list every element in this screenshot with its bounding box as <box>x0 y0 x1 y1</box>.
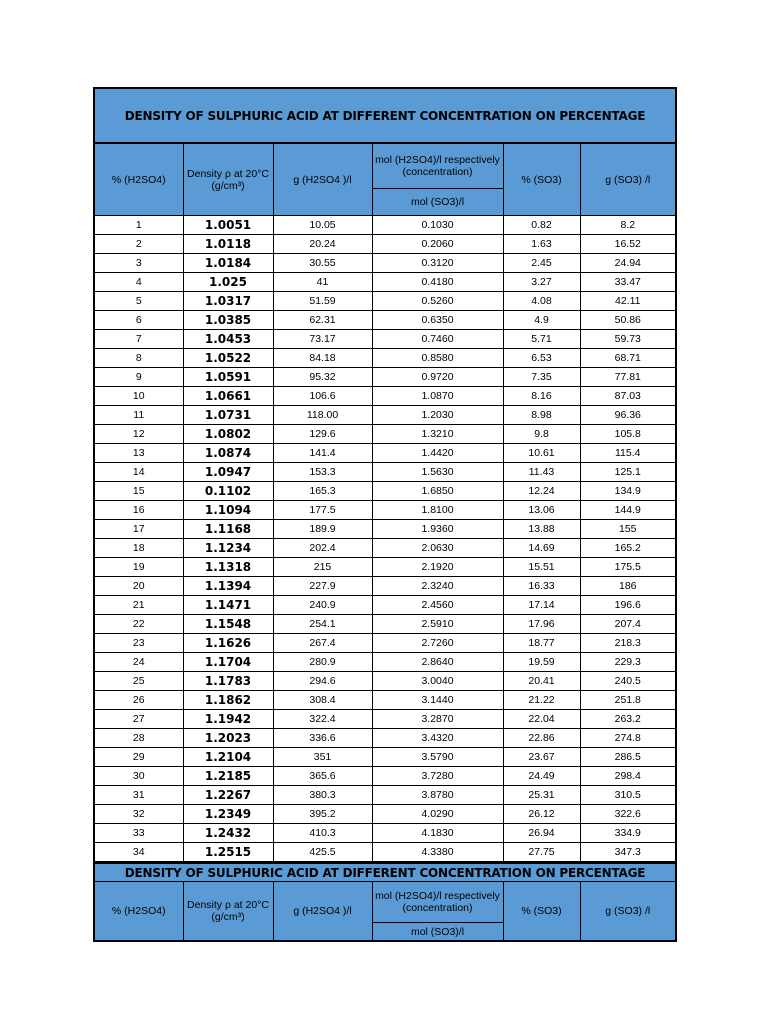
cell-g-h2so4: 365.6 <box>273 767 372 786</box>
cell-g-h2so4: 351 <box>273 748 372 767</box>
cell-g-h2so4: 153.3 <box>273 463 372 482</box>
cell-g-so3: 8.2 <box>580 216 676 235</box>
cell-pct-so3: 18.77 <box>503 634 580 653</box>
table-row <box>94 767 676 786</box>
cell-pct-h2so4: 3 <box>94 254 183 273</box>
cell-pct-h2so4: 26 <box>94 691 183 710</box>
cell-g-h2so4: 215 <box>273 558 372 577</box>
cell-pct-so3: 24.49 <box>503 767 580 786</box>
cell-g-h2so4: 280.9 <box>273 653 372 672</box>
cell-pct-so3: 8.98 <box>503 406 580 425</box>
cell-density: 1.025 <box>183 273 273 292</box>
cell-pct-so3: 13.06 <box>503 501 580 520</box>
cell-g-h2so4: 336.6 <box>273 729 372 748</box>
cell-pct-h2so4: 20 <box>94 577 183 596</box>
cell-g-h2so4: 322.4 <box>273 710 372 729</box>
cell-density: 1.0802 <box>183 425 273 444</box>
cell-g-h2so4: 84.18 <box>273 349 372 368</box>
table-row <box>94 843 676 862</box>
repeated-header-g-so3: g (SO3) /l <box>580 882 676 942</box>
cell-density: 1.0874 <box>183 444 273 463</box>
cell-pct-h2so4: 5 <box>94 292 183 311</box>
cell-pct-h2so4: 21 <box>94 596 183 615</box>
cell-density: 1.1783 <box>183 672 273 691</box>
cell-pct-so3: 2.45 <box>503 254 580 273</box>
cell-g-h2so4: 141.4 <box>273 444 372 463</box>
table-row <box>94 368 676 387</box>
cell-pct-h2so4: 23 <box>94 634 183 653</box>
table-row <box>94 463 676 482</box>
cell-pct-so3: 12.24 <box>503 482 580 501</box>
cell-g-so3: 274.8 <box>580 729 676 748</box>
table-row <box>94 824 676 843</box>
cell-g-so3: 298.4 <box>580 767 676 786</box>
table-row <box>94 349 676 368</box>
cell-g-so3: 229.3 <box>580 653 676 672</box>
cell-g-so3: 175.5 <box>580 558 676 577</box>
cell-pct-so3: 21.22 <box>503 691 580 710</box>
table-body <box>94 216 676 862</box>
cell-pct-so3: 0.82 <box>503 216 580 235</box>
table-row <box>94 444 676 463</box>
table-row <box>94 330 676 349</box>
cell-density: 1.0591 <box>183 368 273 387</box>
cell-pct-h2so4: 34 <box>94 843 183 862</box>
cell-pct-so3: 13.88 <box>503 520 580 539</box>
table-row <box>94 786 676 805</box>
cell-mol-h2so4: 0.1030 <box>372 216 503 235</box>
cell-mol-h2so4: 0.3120 <box>372 254 503 273</box>
cell-g-h2so4: 20.24 <box>273 235 372 254</box>
cell-density: 1.2349 <box>183 805 273 824</box>
table-row <box>94 748 676 767</box>
cell-mol-h2so4: 0.5260 <box>372 292 503 311</box>
cell-pct-so3: 22.04 <box>503 710 580 729</box>
cell-mol-h2so4: 0.6350 <box>372 311 503 330</box>
cell-pct-h2so4: 15 <box>94 482 183 501</box>
header-mol-so3: mol (SO3)/l <box>372 189 503 216</box>
table-row <box>94 729 676 748</box>
cell-mol-h2so4: 1.8100 <box>372 501 503 520</box>
repeated-header-density: Density ρ at 20°C (g/cm³) <box>183 882 273 942</box>
cell-g-so3: 50.86 <box>580 311 676 330</box>
cell-mol-h2so4: 3.4320 <box>372 729 503 748</box>
cell-pct-h2so4: 29 <box>94 748 183 767</box>
cell-density: 1.1318 <box>183 558 273 577</box>
cell-pct-so3: 4.08 <box>503 292 580 311</box>
cell-density: 1.1234 <box>183 539 273 558</box>
repeated-header-pct-so3: % (SO3) <box>503 882 580 942</box>
cell-pct-h2so4: 17 <box>94 520 183 539</box>
cell-g-h2so4: 294.6 <box>273 672 372 691</box>
cell-density: 1.1626 <box>183 634 273 653</box>
cell-pct-h2so4: 32 <box>94 805 183 824</box>
cell-g-h2so4: 267.4 <box>273 634 372 653</box>
cell-pct-so3: 20.41 <box>503 672 580 691</box>
cell-mol-h2so4: 2.3240 <box>372 577 503 596</box>
cell-g-h2so4: 30.55 <box>273 254 372 273</box>
cell-g-h2so4: 95.32 <box>273 368 372 387</box>
table-row <box>94 634 676 653</box>
repeated-header-g-h2so4: g (H2SO4 )/l <box>273 882 372 942</box>
cell-density: 1.1942 <box>183 710 273 729</box>
cell-g-h2so4: 10.05 <box>273 216 372 235</box>
table-row <box>94 406 676 425</box>
cell-g-so3: 165.2 <box>580 539 676 558</box>
cell-g-so3: 115.4 <box>580 444 676 463</box>
cell-density: 1.2267 <box>183 786 273 805</box>
cell-mol-h2so4: 3.0040 <box>372 672 503 691</box>
cell-pct-h2so4: 12 <box>94 425 183 444</box>
cell-g-so3: 310.5 <box>580 786 676 805</box>
cell-pct-so3: 22.86 <box>503 729 580 748</box>
header-pct-h2so4: % (H2SO4) <box>94 143 183 216</box>
header-pct-so3: % (SO3) <box>503 143 580 216</box>
cell-g-h2so4: 118.00 <box>273 406 372 425</box>
cell-pct-h2so4: 28 <box>94 729 183 748</box>
cell-density: 1.0051 <box>183 216 273 235</box>
cell-pct-so3: 23.67 <box>503 748 580 767</box>
cell-pct-h2so4: 10 <box>94 387 183 406</box>
cell-mol-h2so4: 1.9360 <box>372 520 503 539</box>
cell-mol-h2so4: 2.5910 <box>372 615 503 634</box>
cell-density: 1.0947 <box>183 463 273 482</box>
cell-pct-h2so4: 13 <box>94 444 183 463</box>
cell-mol-h2so4: 3.2870 <box>372 710 503 729</box>
cell-mol-h2so4: 2.4560 <box>372 596 503 615</box>
cell-mol-h2so4: 4.1830 <box>372 824 503 843</box>
cell-pct-h2so4: 33 <box>94 824 183 843</box>
cell-g-so3: 196.6 <box>580 596 676 615</box>
table-row <box>94 482 676 501</box>
cell-pct-h2so4: 30 <box>94 767 183 786</box>
cell-pct-so3: 17.14 <box>503 596 580 615</box>
cell-g-so3: 218.3 <box>580 634 676 653</box>
cell-mol-h2so4: 2.7260 <box>372 634 503 653</box>
cell-g-so3: 207.4 <box>580 615 676 634</box>
cell-mol-h2so4: 1.2030 <box>372 406 503 425</box>
cell-pct-h2so4: 1 <box>94 216 183 235</box>
header-density: Density ρ at 20°C (g/cm³) <box>183 143 273 216</box>
cell-pct-h2so4: 25 <box>94 672 183 691</box>
cell-g-so3: 87.03 <box>580 387 676 406</box>
cell-density: 1.0522 <box>183 349 273 368</box>
cell-pct-so3: 11.43 <box>503 463 580 482</box>
cell-pct-so3: 17.96 <box>503 615 580 634</box>
cell-g-h2so4: 202.4 <box>273 539 372 558</box>
cell-pct-so3: 26.94 <box>503 824 580 843</box>
cell-g-so3: 286.5 <box>580 748 676 767</box>
repeated-table-title: DENSITY OF SULPHURIC ACID AT DIFFERENT CONCENTRATION ON PERCENTAGE <box>94 863 676 882</box>
cell-g-so3: 125.1 <box>580 463 676 482</box>
cell-pct-h2so4: 27 <box>94 710 183 729</box>
cell-mol-h2so4: 2.1920 <box>372 558 503 577</box>
header-mol-h2so4: mol (H2SO4)/l respectively (concentration) <box>372 143 503 189</box>
cell-mol-h2so4: 1.0870 <box>372 387 503 406</box>
cell-density: 1.0118 <box>183 235 273 254</box>
cell-density: 1.2185 <box>183 767 273 786</box>
table-row <box>94 805 676 824</box>
table-row <box>94 501 676 520</box>
cell-pct-so3: 4.9 <box>503 311 580 330</box>
cell-pct-h2so4: 8 <box>94 349 183 368</box>
cell-pct-so3: 19.59 <box>503 653 580 672</box>
cell-mol-h2so4: 3.5790 <box>372 748 503 767</box>
repeated-header-pct-h2so4: % (H2SO4) <box>94 882 183 942</box>
cell-pct-so3: 7.35 <box>503 368 580 387</box>
table-row <box>94 558 676 577</box>
cell-g-so3: 322.6 <box>580 805 676 824</box>
cell-g-h2so4: 106.6 <box>273 387 372 406</box>
cell-density: 1.2023 <box>183 729 273 748</box>
table-row <box>94 311 676 330</box>
cell-mol-h2so4: 1.4420 <box>372 444 503 463</box>
cell-pct-h2so4: 16 <box>94 501 183 520</box>
repeated-header-table <box>93 862 677 942</box>
cell-g-so3: 251.8 <box>580 691 676 710</box>
table-row <box>94 235 676 254</box>
cell-g-so3: 77.81 <box>580 368 676 387</box>
cell-g-h2so4: 425.5 <box>273 843 372 862</box>
cell-pct-h2so4: 4 <box>94 273 183 292</box>
cell-g-h2so4: 395.2 <box>273 805 372 824</box>
cell-pct-so3: 9.8 <box>503 425 580 444</box>
cell-pct-h2so4: 7 <box>94 330 183 349</box>
cell-pct-h2so4: 2 <box>94 235 183 254</box>
cell-pct-so3: 10.61 <box>503 444 580 463</box>
cell-g-h2so4: 308.4 <box>273 691 372 710</box>
cell-g-so3: 334.9 <box>580 824 676 843</box>
cell-g-so3: 68.71 <box>580 349 676 368</box>
cell-mol-h2so4: 3.1440 <box>372 691 503 710</box>
cell-density: 1.0731 <box>183 406 273 425</box>
cell-density: 1.2515 <box>183 843 273 862</box>
cell-density: 1.2432 <box>183 824 273 843</box>
cell-pct-h2so4: 9 <box>94 368 183 387</box>
cell-pct-h2so4: 31 <box>94 786 183 805</box>
cell-density: 1.1862 <box>183 691 273 710</box>
cell-mol-h2so4: 0.4180 <box>372 273 503 292</box>
cell-pct-so3: 16.33 <box>503 577 580 596</box>
cell-pct-so3: 25.31 <box>503 786 580 805</box>
cell-density: 1.1704 <box>183 653 273 672</box>
cell-pct-so3: 8.16 <box>503 387 580 406</box>
header-g-h2so4: g (H2SO4 )/l <box>273 143 372 216</box>
cell-density: 1.1094 <box>183 501 273 520</box>
cell-pct-so3: 3.27 <box>503 273 580 292</box>
cell-g-so3: 59.73 <box>580 330 676 349</box>
cell-g-h2so4: 227.9 <box>273 577 372 596</box>
density-table <box>93 87 677 862</box>
cell-pct-h2so4: 6 <box>94 311 183 330</box>
cell-mol-h2so4: 3.7280 <box>372 767 503 786</box>
cell-mol-h2so4: 1.5630 <box>372 463 503 482</box>
table-row <box>94 691 676 710</box>
cell-pct-h2so4: 24 <box>94 653 183 672</box>
cell-density: 1.0453 <box>183 330 273 349</box>
cell-g-h2so4: 177.5 <box>273 501 372 520</box>
cell-density: 1.1394 <box>183 577 273 596</box>
cell-mol-h2so4: 0.7460 <box>372 330 503 349</box>
cell-mol-h2so4: 3.8780 <box>372 786 503 805</box>
cell-mol-h2so4: 0.8580 <box>372 349 503 368</box>
table-row <box>94 520 676 539</box>
cell-density: 1.1548 <box>183 615 273 634</box>
cell-density: 1.0385 <box>183 311 273 330</box>
repeated-header-mol-h2so4: mol (H2SO4)/l respectively (concentration) <box>372 882 503 923</box>
header-g-so3: g (SO3) /l <box>580 143 676 216</box>
table-row <box>94 292 676 311</box>
cell-g-h2so4: 73.17 <box>273 330 372 349</box>
cell-pct-so3: 27.75 <box>503 843 580 862</box>
cell-g-h2so4: 165.3 <box>273 482 372 501</box>
table-title: DENSITY OF SULPHURIC ACID AT DIFFERENT CONCENTRATION ON PERCENTAGE <box>94 88 676 143</box>
cell-g-so3: 186 <box>580 577 676 596</box>
cell-mol-h2so4: 0.9720 <box>372 368 503 387</box>
table-row <box>94 653 676 672</box>
cell-mol-h2so4: 1.3210 <box>372 425 503 444</box>
cell-g-h2so4: 410.3 <box>273 824 372 843</box>
cell-g-so3: 105.8 <box>580 425 676 444</box>
cell-g-h2so4: 62.31 <box>273 311 372 330</box>
table-row <box>94 425 676 444</box>
cell-pct-h2so4: 18 <box>94 539 183 558</box>
cell-density: 1.0317 <box>183 292 273 311</box>
cell-g-so3: 134.9 <box>580 482 676 501</box>
cell-density: 1.1168 <box>183 520 273 539</box>
cell-pct-so3: 26.12 <box>503 805 580 824</box>
cell-g-so3: 240.5 <box>580 672 676 691</box>
cell-density: 1.0184 <box>183 254 273 273</box>
cell-g-so3: 42.11 <box>580 292 676 311</box>
cell-mol-h2so4: 1.6850 <box>372 482 503 501</box>
cell-density: 1.1471 <box>183 596 273 615</box>
cell-pct-h2so4: 14 <box>94 463 183 482</box>
density-table-sheet <box>93 87 675 942</box>
table-row <box>94 387 676 406</box>
cell-density: 1.2104 <box>183 748 273 767</box>
cell-density: 1.0661 <box>183 387 273 406</box>
cell-g-h2so4: 129.6 <box>273 425 372 444</box>
cell-g-so3: 347.3 <box>580 843 676 862</box>
cell-g-h2so4: 254.1 <box>273 615 372 634</box>
cell-mol-h2so4: 0.2060 <box>372 235 503 254</box>
table-row <box>94 577 676 596</box>
table-row <box>94 672 676 691</box>
table-row <box>94 216 676 235</box>
table-row <box>94 273 676 292</box>
cell-g-h2so4: 189.9 <box>273 520 372 539</box>
cell-pct-so3: 5.71 <box>503 330 580 349</box>
cell-mol-h2so4: 2.0630 <box>372 539 503 558</box>
cell-g-h2so4: 240.9 <box>273 596 372 615</box>
table-row <box>94 539 676 558</box>
cell-g-so3: 263.2 <box>580 710 676 729</box>
cell-g-so3: 33.47 <box>580 273 676 292</box>
table-row <box>94 615 676 634</box>
repeated-header-mol-so3: mol (SO3)/l <box>372 923 503 942</box>
cell-g-h2so4: 41 <box>273 273 372 292</box>
cell-mol-h2so4: 2.8640 <box>372 653 503 672</box>
cell-g-h2so4: 51.59 <box>273 292 372 311</box>
table-row <box>94 254 676 273</box>
table-row <box>94 596 676 615</box>
cell-pct-h2so4: 11 <box>94 406 183 425</box>
cell-pct-so3: 15.51 <box>503 558 580 577</box>
cell-g-h2so4: 380.3 <box>273 786 372 805</box>
cell-mol-h2so4: 4.3380 <box>372 843 503 862</box>
cell-g-so3: 96.36 <box>580 406 676 425</box>
cell-g-so3: 24.94 <box>580 254 676 273</box>
cell-pct-so3: 6.53 <box>503 349 580 368</box>
cell-g-so3: 144.9 <box>580 501 676 520</box>
cell-g-so3: 155 <box>580 520 676 539</box>
cell-pct-so3: 1.63 <box>503 235 580 254</box>
cell-pct-h2so4: 19 <box>94 558 183 577</box>
cell-pct-h2so4: 22 <box>94 615 183 634</box>
cell-mol-h2so4: 4.0290 <box>372 805 503 824</box>
cell-pct-so3: 14.69 <box>503 539 580 558</box>
table-row <box>94 710 676 729</box>
cell-g-so3: 16.52 <box>580 235 676 254</box>
cell-density: 0.1102 <box>183 482 273 501</box>
